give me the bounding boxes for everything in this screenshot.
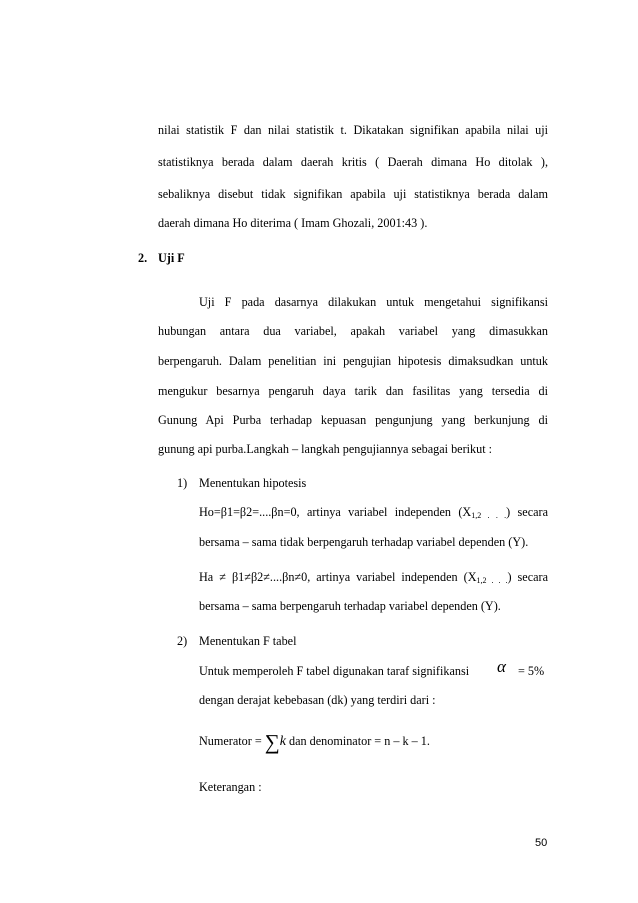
- page-number: 50: [535, 837, 548, 849]
- f-table-line: dengan derajat kebebasan (dk) yang terdiri dari :: [199, 693, 436, 707]
- paragraph-line: hubungan antara dua variabel, apakah variabel yang dimasukkan: [158, 324, 548, 338]
- paragraph-line: Uji F pada dasarnya dilakukan untuk mengetahui signifikansi: [199, 295, 548, 309]
- hypothesis-h0-line: Ho=β1=β2=....βn=0, artinya variabel independen $(X_{1,2 . . .})$ secara: [199, 505, 549, 520]
- list-number: 1): [177, 476, 188, 490]
- alpha-value: = 5%: [518, 664, 545, 678]
- list-item-title: Menentukan hipotesis: [199, 476, 307, 490]
- paragraph-line: Gunung Api Purba terhadap kepuasan pengunjung yang berkunjung di: [158, 413, 548, 427]
- paragraph-line: mengukur besarnya pengaruh daya tarik dan fasilitas yang tersedia di: [158, 384, 548, 398]
- alpha-symbol: α: [497, 657, 506, 676]
- numerator-formula: Numerator = ∑k dan denominator = n – k – 1.: [199, 730, 430, 754]
- hypothesis-ha-line: Ha ≠ β1≠β2≠....βn≠0, artinya variabel independen $(X_{1,2 . . .})$ secara: [199, 570, 548, 585]
- keterangan-label: Keterangan :: [199, 780, 262, 794]
- section-title: Uji F: [158, 251, 185, 265]
- section-number: 2.: [138, 251, 148, 265]
- paragraph-line: statistiknya berada dalam daerah kritis ( Daerah dimana Ho ditolak ),: [158, 155, 548, 169]
- list-number: 2): [177, 634, 188, 648]
- paragraph-line: nilai statistik F dan nilai statistik t. Dikatakan signifikan apabila nilai uji: [158, 123, 548, 137]
- sigma-symbol: ∑: [264, 730, 280, 754]
- paragraph-line: sebaliknya disebut tidak signifikan apabila uji statistiknya berada dalam: [158, 187, 548, 201]
- list-item-title: Menentukan F tabel: [199, 634, 297, 648]
- hypothesis-ha-line: bersama – sama berpengaruh terhadap variabel dependen (Y).: [199, 599, 501, 613]
- paragraph-line: berpengaruh. Dalam penelitian ini pengujian hipotesis dimaksudkan untuk: [158, 354, 548, 368]
- f-table-line: Untuk memperoleh F tabel digunakan taraf signifikansi: [199, 664, 470, 678]
- paragraph-line: gunung api purba.Langkah – langkah pengujiannya sebagai berikut :: [158, 442, 493, 456]
- paragraph-line: daerah dimana Ho diterima ( Imam Ghozali, 2001:43 ).: [158, 216, 428, 230]
- hypothesis-h0-line: bersama – sama tidak berpengaruh terhadap variabel dependen (Y).: [199, 535, 529, 549]
- k-variable: k: [279, 734, 286, 749]
